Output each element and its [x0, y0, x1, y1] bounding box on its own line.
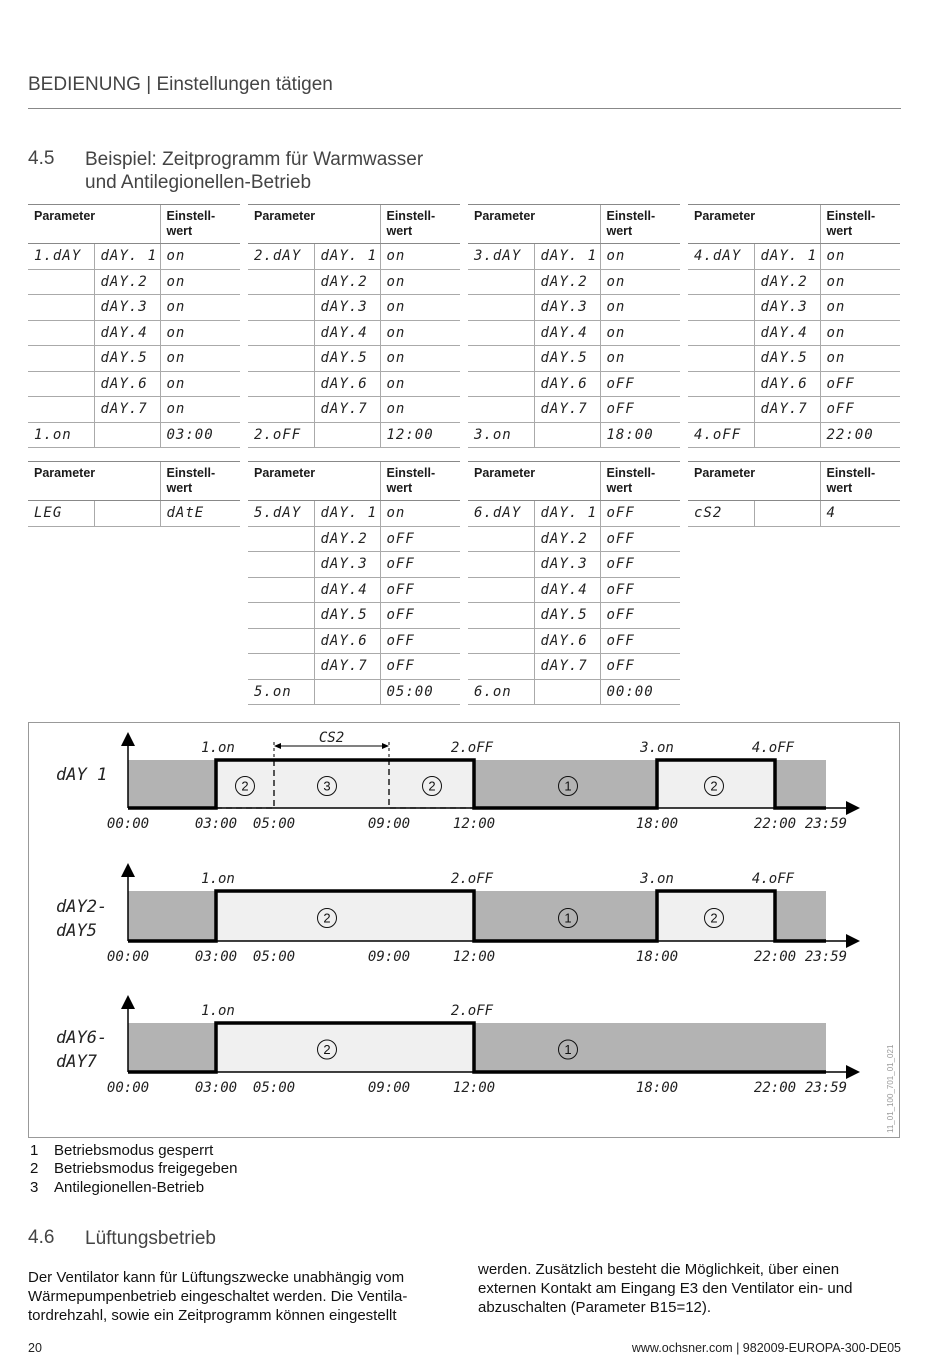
legend-item-3 — [30, 1179, 204, 1196]
setting-value: on — [606, 350, 626, 367]
panel-label-line1: dAY6- — [56, 1028, 108, 1048]
setting-value: oFF — [606, 375, 635, 392]
header-line: Einstell- — [166, 466, 216, 480]
setting-value: oFF — [606, 581, 635, 598]
body-text-column-1 — [28, 1268, 451, 1325]
header-line: wert — [386, 481, 413, 495]
setting-value: on — [166, 375, 186, 392]
marker-2-label: 2 — [323, 1042, 331, 1057]
parameter-code: dAY.6 — [320, 375, 368, 392]
parameter-code: dAY.4 — [320, 324, 368, 341]
setting-value: on — [386, 299, 406, 316]
setting-value: on — [166, 401, 186, 418]
header-line: Einstell- — [826, 209, 876, 223]
time-label-0000: 00:00 — [106, 949, 150, 965]
legend-text: Betriebsmodus gesperrt — [54, 1142, 214, 1159]
parameter-code: dAY.2 — [760, 273, 808, 290]
header-line: wert — [166, 224, 193, 238]
marker-2-label: 2 — [710, 910, 718, 926]
time-label-0300: 03:00 — [194, 816, 238, 832]
text-line: werden. Zusätzlich besteht die Möglichkeit, über einen — [478, 1261, 840, 1278]
figure-code: 11_01_100_701_01_021 — [886, 1044, 895, 1133]
time-label-0900: 09:00 — [367, 1080, 411, 1096]
legend-text: Betriebsmodus freigegeben — [54, 1160, 238, 1177]
parameter-code: dAY.7 — [760, 401, 808, 418]
parameter-code: dAY.5 — [540, 350, 588, 367]
parameter-code: 4.dAY — [694, 248, 742, 265]
parameter-code: 2.oFF — [254, 426, 302, 443]
parameter-code: dAY. 1 — [540, 505, 598, 522]
time-label-1200: 12:00 — [452, 1080, 496, 1096]
setting-value: on — [606, 299, 626, 316]
setting-value: on — [606, 324, 626, 341]
section-number-4-5: 4.5 — [28, 148, 55, 169]
time-label-1800: 18:00 — [635, 1080, 679, 1096]
setting-value: oFF — [386, 556, 415, 573]
setting-value: oFF — [386, 658, 415, 675]
parameter-code: dAY.2 — [540, 530, 588, 547]
parameter-code: dAY.5 — [320, 350, 368, 367]
marker-2-label: 2 — [241, 778, 249, 794]
setting-value: on — [826, 350, 846, 367]
page-number: 20 — [28, 1341, 42, 1355]
header-line: Einstell- — [606, 209, 656, 223]
setting-value: on — [606, 248, 626, 265]
setting-value: oFF — [386, 530, 415, 547]
text-line: tordrehzahl, sowie ein Zeitprogramm können eingestellt — [28, 1307, 397, 1324]
panel-label-line1: dAY 1 — [56, 765, 108, 785]
event-label-4off: 4.oFF — [751, 871, 795, 887]
parameter-code: 3.dAY — [474, 248, 522, 265]
parameter-code: dAY.6 — [540, 632, 588, 649]
header-line: Einstell- — [166, 209, 216, 223]
header-line: Einstell- — [386, 209, 436, 223]
setting-value: oFF — [606, 530, 635, 547]
parameter-code: dAY.6 — [100, 375, 148, 392]
parameter-code: dAY.3 — [760, 299, 808, 316]
event-label-1on: 1.on — [201, 871, 235, 887]
table-header-parameter: Parameter — [468, 462, 600, 501]
parameter-code: dAY.2 — [320, 273, 368, 290]
time-label-0000: 00:00 — [106, 1080, 150, 1096]
setting-value: oFF — [386, 581, 415, 598]
time-label-0000: 00:00 — [106, 816, 150, 832]
parameter-code: 1.dAY — [34, 248, 82, 265]
parameter-code: dAY.5 — [320, 607, 368, 624]
event-label-cs2: CS2 — [318, 730, 345, 746]
setting-value: on — [606, 273, 626, 290]
setting-value: on — [386, 248, 406, 265]
parameter-code: dAY.2 — [540, 273, 588, 290]
parameter-code: dAY.2 — [320, 530, 368, 547]
table-header-parameter: Parameter — [688, 205, 820, 244]
parameter-code: 5.dAY — [254, 505, 302, 522]
legend-item-1 — [30, 1142, 213, 1159]
setting-value: 22:00 — [826, 426, 874, 443]
setting-value: on — [386, 273, 406, 290]
setting-value: 00:00 — [606, 683, 654, 700]
parameter-code: dAY.7 — [540, 401, 588, 418]
parameter-code: 6.dAY — [474, 505, 522, 522]
cs2-span-arrow-right — [382, 743, 389, 749]
legend-item-2 — [30, 1160, 237, 1177]
parameter-code: dAY. 1 — [320, 248, 378, 265]
parameter-code: 5.on — [254, 683, 292, 700]
parameter-code: 2.dAY — [254, 248, 302, 265]
event-label-2off: 2.oFF — [450, 740, 494, 756]
time-label-2359: 23:59 — [804, 1080, 848, 1096]
setting-value: dAtE — [166, 505, 205, 522]
parameter-code: dAY.3 — [100, 299, 148, 316]
event-label-1on: 1.on — [201, 740, 235, 756]
header-line: wert — [166, 481, 193, 495]
text-line: abzuschalten (Parameter B15=12). — [478, 1299, 712, 1316]
parameter-code: dAY.3 — [540, 556, 588, 573]
event-label-3on: 3.on — [640, 740, 674, 756]
setting-value: 4 — [826, 505, 836, 522]
parameter-code: dAY.7 — [320, 658, 368, 675]
table-header-parameter: Parameter — [468, 205, 600, 244]
setting-value: oFF — [606, 658, 635, 675]
parameter-code: dAY.6 — [540, 375, 588, 392]
panel-label-line2: dAY7 — [56, 1052, 97, 1072]
parameter-code: dAY.7 — [100, 401, 148, 418]
setting-value: 12:00 — [386, 426, 434, 443]
parameter-code: dAY.4 — [100, 324, 148, 341]
setting-value: oFF — [826, 401, 855, 418]
setting-value: oFF — [606, 401, 635, 418]
setting-value: on — [166, 273, 186, 290]
section-number-4-6: 4.6 — [28, 1227, 55, 1248]
parameter-code: dAY.3 — [320, 556, 368, 573]
parameter-code: dAY. 1 — [100, 248, 158, 265]
parameter-code: dAY.6 — [760, 375, 808, 392]
setting-value: oFF — [386, 607, 415, 624]
time-label-1200: 12:00 — [452, 816, 496, 832]
x-axis-arrowhead — [846, 1065, 860, 1079]
setting-value: oFF — [606, 632, 635, 649]
setting-value: on — [386, 375, 406, 392]
event-label-3on: 3.on — [640, 871, 674, 887]
page-header-title: BEDIENUNG | Einstellungen tätigen — [28, 74, 333, 95]
time-label-2200: 22:00 — [753, 816, 797, 832]
event-label-2off: 2.oFF — [450, 1003, 494, 1019]
setting-value: oFF — [386, 632, 415, 649]
body-text-column-2 — [478, 1260, 901, 1317]
y-axis-arrowhead — [121, 995, 135, 1009]
table-header-parameter: Parameter — [248, 462, 380, 501]
time-label-2200: 22:00 — [753, 1080, 797, 1096]
enabled-region — [216, 891, 474, 941]
setting-value: oFF — [606, 505, 635, 522]
setting-value: on — [166, 299, 186, 316]
header-line: Einstell- — [826, 466, 876, 480]
header-line: wert — [826, 481, 853, 495]
y-axis-arrowhead — [121, 863, 135, 877]
parameter-code: dAY.3 — [320, 299, 368, 316]
event-label-4off: 4.oFF — [751, 740, 795, 756]
header-line: Einstell- — [606, 466, 656, 480]
marker-1-label: 1 — [564, 1042, 572, 1057]
setting-value: on — [386, 324, 406, 341]
setting-value: on — [166, 248, 186, 265]
header-line: wert — [386, 224, 413, 238]
time-label-0900: 09:00 — [367, 949, 411, 965]
setting-value: on — [166, 350, 186, 367]
header-line: wert — [826, 224, 853, 238]
time-label-1800: 18:00 — [635, 949, 679, 965]
marker-2-label: 2 — [428, 778, 436, 794]
parameter-code: 6.on — [474, 683, 512, 700]
marker-3-label: 3 — [323, 778, 331, 794]
header-line: Einstell- — [386, 466, 436, 480]
legend-num: 3 — [30, 1179, 39, 1196]
parameter-code: dAY.2 — [100, 273, 148, 290]
legend-text: Antilegionellen-Betrieb — [54, 1179, 205, 1196]
setting-value: 03:00 — [166, 426, 214, 443]
setting-value: on — [386, 401, 406, 418]
parameter-code: 1.on — [34, 426, 72, 443]
text-line: Wärmepumpenbetrieb eingeschaltet werden. Die Ventila- — [28, 1288, 408, 1305]
parameter-code: dAY. 1 — [320, 505, 378, 522]
time-label-0500: 05:00 — [252, 1080, 296, 1096]
legend-num: 1 — [30, 1142, 39, 1159]
panel-label-line1: dAY2- — [56, 897, 108, 917]
parameter-code: dAY.4 — [540, 324, 588, 341]
time-label-1800: 18:00 — [635, 816, 679, 832]
table-header-parameter: Parameter — [28, 462, 160, 501]
time-label-0900: 09:00 — [367, 816, 411, 832]
setting-value: on — [826, 324, 846, 341]
marker-1-label: 1 — [564, 910, 572, 926]
panel-label-line2: dAY5 — [56, 921, 97, 941]
marker-2-label: 2 — [710, 778, 718, 794]
parameter-code: 4.oFF — [694, 426, 742, 443]
setting-value: oFF — [606, 556, 635, 573]
table-header-parameter: Parameter — [248, 205, 380, 244]
event-label-2off: 2.oFF — [450, 871, 494, 887]
time-label-1200: 12:00 — [452, 949, 496, 965]
parameter-code: dAY.4 — [320, 581, 368, 598]
parameter-code: dAY.5 — [100, 350, 148, 367]
parameter-code: dAY.4 — [540, 581, 588, 598]
setting-value: 05:00 — [386, 683, 434, 700]
table-header-parameter: Parameter — [28, 205, 160, 244]
section-title-line1: Beispiel: Zeitprogramm für Warmwasser — [85, 149, 424, 170]
time-label-0500: 05:00 — [252, 949, 296, 965]
table-header-parameter: Parameter — [688, 462, 820, 501]
section-title-4-6: Lüftungsbetrieb — [85, 1228, 216, 1249]
section-title-line2: und Antilegionellen-Betrieb — [85, 172, 312, 193]
marker-2-label: 2 — [323, 910, 331, 926]
enabled-region — [216, 1023, 474, 1072]
legend-num: 2 — [30, 1160, 39, 1177]
parameter-code: 3.on — [474, 426, 512, 443]
setting-value: on — [826, 273, 846, 290]
y-axis-arrowhead — [121, 732, 135, 746]
parameter-code: dAY.5 — [540, 607, 588, 624]
setting-value: on — [386, 350, 406, 367]
event-label-1on: 1.on — [201, 1003, 235, 1019]
footer-reference: www.ochsner.com | 982009-EUROPA-300-DE05 — [631, 1341, 901, 1355]
parameter-code: cS2 — [694, 505, 723, 522]
setting-value: 18:00 — [606, 426, 654, 443]
setting-value: oFF — [826, 375, 855, 392]
time-label-0300: 03:00 — [194, 949, 238, 965]
parameter-code: dAY.3 — [540, 299, 588, 316]
parameter-code: dAY.7 — [320, 401, 368, 418]
time-label-0500: 05:00 — [252, 816, 296, 832]
parameter-code: dAY.6 — [320, 632, 368, 649]
parameter-code: dAY.5 — [760, 350, 808, 367]
setting-value: on — [166, 324, 186, 341]
time-label-0300: 03:00 — [194, 1080, 238, 1096]
time-label-2359: 23:59 — [804, 816, 848, 832]
setting-value: oFF — [606, 607, 635, 624]
parameter-code: dAY.4 — [760, 324, 808, 341]
x-axis-arrowhead — [846, 934, 860, 948]
parameter-code: dAY.7 — [540, 658, 588, 675]
time-label-2359: 23:59 — [804, 949, 848, 965]
parameter-code: LEG — [34, 505, 63, 522]
text-line: Der Ventilator kann für Lüftungszwecke unabhängig vom — [28, 1269, 405, 1286]
time-label-2200: 22:00 — [753, 949, 797, 965]
header-line: wert — [606, 481, 633, 495]
text-line: externen Kontakt am Eingang E3 den Ventilator ein- und — [478, 1280, 853, 1297]
header-line: wert — [606, 224, 633, 238]
parameter-code: dAY. 1 — [540, 248, 598, 265]
setting-value: on — [826, 248, 846, 265]
x-axis-arrowhead — [846, 801, 860, 815]
marker-1-label: 1 — [564, 778, 572, 794]
setting-value: on — [386, 505, 406, 522]
parameter-code: dAY. 1 — [760, 248, 818, 265]
setting-value: on — [826, 299, 846, 316]
cs2-span-arrow-left — [274, 743, 281, 749]
